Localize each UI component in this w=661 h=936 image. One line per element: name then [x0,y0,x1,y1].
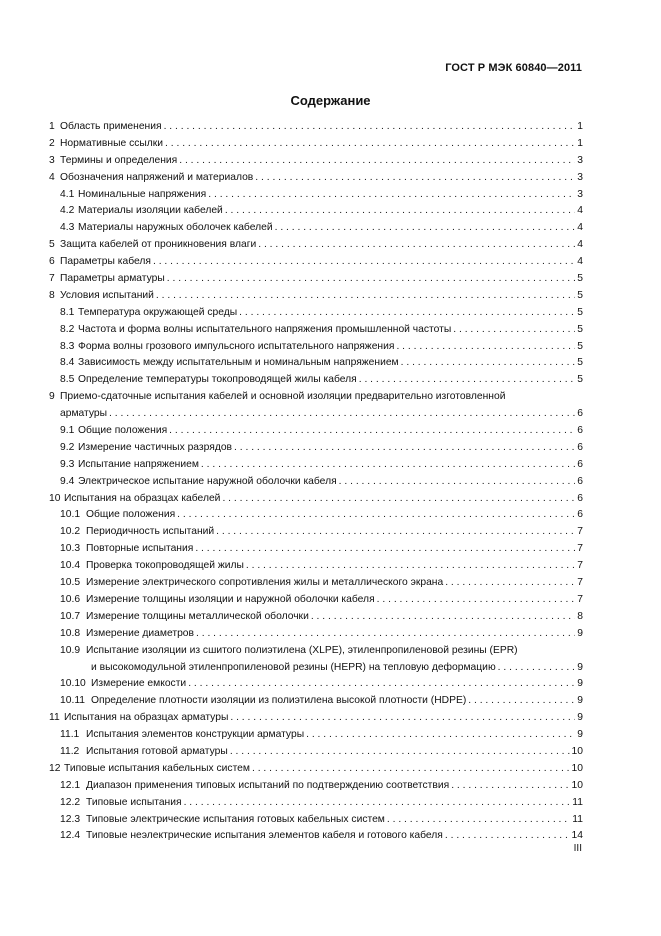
toc-entry[interactable] [49,153,583,170]
toc-entry[interactable] [49,795,583,812]
page-title: Содержание [290,93,371,108]
toc-entry-page: 5 [577,357,583,369]
toc-entry[interactable] [49,170,583,187]
toc-entry-title: Форма волны грозового импульсного испытательного напряжения [78,340,395,352]
toc-entry[interactable] [49,558,583,575]
toc-entry-title: Защита кабелей от проникновения влаги [60,239,257,251]
toc-leader-dots [468,693,575,710]
toc-entry-page: 3 [577,171,583,183]
toc-entry-number: 12.1 [60,779,81,791]
toc-entry-title: Температура окружающей среды [78,306,238,318]
toc-entry-title: Повторные испытания [86,543,194,555]
toc-entry-number: 4 [49,171,55,183]
toc-entry[interactable] [49,507,583,524]
toc-entry-title: Измерение электрического сопротивления жилы и металлического экрана [86,577,444,589]
toc-leader-dots [239,305,575,322]
toc-leader-dots [169,423,575,440]
toc-entry-page: 8 [577,610,583,622]
toc-entry-title: Зависимость между испытательным и номинальным напряжением [78,357,399,369]
toc-entry-page: 10 [571,762,583,774]
toc-entry-page: 3 [577,188,583,200]
toc-entry[interactable] [49,575,583,592]
toc-leader-dots [339,474,576,491]
toc-entry[interactable] [49,626,583,643]
toc-entry-page: 7 [577,577,583,589]
toc-leader-dots [184,795,571,812]
toc-entry-page: 6 [577,509,583,521]
toc-entry-title: Номинальные напряжения [78,188,207,200]
toc-leader-dots [451,778,569,795]
toc-entry-number: 10.8 [60,627,81,639]
toc-entry-number: 10 [49,492,61,504]
toc-leader-dots [246,558,575,575]
toc-entry-title: Определение плотности изоляции из полиэтилена высокой плотности (HDPE) [91,695,467,707]
toc-entry[interactable] [49,203,583,220]
toc-leader-dots [216,524,575,541]
toc-entry-title: Общие положения [86,509,176,521]
toc-leader-dots [396,339,575,356]
toc-leader-dots [109,406,575,423]
toc-entry-page: 6 [577,408,583,420]
toc-entry[interactable] [49,355,583,372]
toc-entry-number: 9.2 [60,441,75,453]
toc-entry-number: 10.10 [60,678,86,690]
toc-leader-dots [179,153,575,170]
toc-entry-title: Испытание напряжением [78,458,199,470]
toc-entry-title: Диапазон применения типовых испытаний по подтверждению соответствия [86,779,450,791]
toc-entry[interactable] [49,491,583,508]
toc-entry-page: 1 [577,121,583,132]
toc-entry-page: 6 [577,458,583,470]
toc-entry[interactable] [49,693,583,710]
toc-entry-page: 7 [577,560,583,572]
toc-entry[interactable] [49,389,583,423]
toc-entry-number: 2 [49,137,55,149]
toc-entry-page: 9 [577,678,583,690]
toc-entry-page: 3 [577,154,583,166]
toc-entry[interactable] [49,322,583,339]
toc-entry-title: Параметры кабеля [60,256,151,268]
toc-leader-dots [252,761,570,778]
toc-entry-number: 10.5 [60,577,81,589]
toc-entry-number: 4.2 [60,205,75,217]
toc-entry-number: 9.1 [60,425,75,437]
toc-entry[interactable] [49,761,583,778]
toc-entry[interactable] [49,609,583,626]
toc-entry-number: 8.4 [60,357,75,369]
toc-leader-dots [275,220,576,237]
toc-entry[interactable] [49,812,583,829]
toc-entry-title: Измерение толщины металлической оболочки [86,610,309,622]
toc-leader-dots [453,322,575,339]
toc-entry-page: 4 [577,239,583,251]
toc-entry-title: Испытания элементов конструкции арматуры [86,729,305,741]
toc-entry-number: 12.4 [60,830,81,842]
toc-entry[interactable] [49,254,583,271]
toc-entry[interactable] [49,828,583,845]
toc-entry-number: 8.3 [60,340,75,352]
toc-entry-title: Периодичность испытаний [86,526,215,538]
toc-entry-title: Область применения [60,121,162,132]
toc-entry[interactable] [49,744,583,761]
toc-entry[interactable] [49,339,583,356]
toc-entry-number: 9 [49,391,55,403]
toc-entry-number: 3 [49,154,55,166]
toc-entry[interactable] [49,372,583,389]
toc-entry-page: 5 [577,323,583,335]
toc-entry-number: 10.9 [60,644,81,656]
toc-entry[interactable] [49,271,583,288]
toc-entry[interactable] [49,136,583,153]
toc-entry-number: 11.1 [60,729,80,741]
toc-entry-page: 5 [577,273,583,285]
toc-leader-dots [445,828,570,845]
toc-entry-title: Проверка токопроводящей жилы [86,560,244,572]
toc-leader-dots [208,187,575,204]
toc-entry-number: 8.2 [60,323,75,335]
toc-entry-page: 9 [577,712,583,724]
toc-leader-dots [311,609,575,626]
toc-entry-number: 10.6 [60,593,81,605]
toc-entry[interactable] [49,643,583,677]
toc-leader-dots [255,170,575,187]
toc-entry[interactable] [49,457,583,474]
toc-entry-title: Измерение толщины изоляции и наружной оболочки кабеля [86,593,375,605]
toc-leader-dots [445,575,575,592]
toc-entry-number: 10.7 [60,610,81,622]
toc-leader-dots [230,710,575,727]
toc-entry-number: 12.3 [60,813,81,825]
toc-entry-number: 10.1 [60,509,81,521]
toc-entry-page: 4 [577,256,583,268]
toc-entry[interactable] [49,423,583,440]
toc-entry-number: 10.11 [60,695,86,707]
toc-entry-page: 14 [571,830,583,842]
toc-entry-page: 7 [577,543,583,555]
toc-entry-page: 11 [572,813,583,825]
toc-leader-dots [498,660,576,677]
toc-leader-dots [164,119,576,136]
toc-entry-title: Термины и определения [60,154,178,166]
toc-entry-title: Типовые неэлектрические испытания элементов кабеля и готового кабеля [86,830,443,842]
toc-leader-dots [196,626,575,643]
toc-entry-number: 9.3 [60,458,75,470]
toc-leader-dots [165,136,575,153]
toc-entry[interactable] [49,524,583,541]
toc-entry-number: 11.2 [60,745,80,757]
toc-entry-number: 9.4 [60,475,75,487]
toc-entry-page: 5 [577,289,583,301]
toc-leader-dots [306,727,575,744]
toc-leader-dots [195,541,575,558]
table-of-contents [49,119,583,845]
toc-entry[interactable] [49,288,583,305]
toc-leader-dots [156,288,575,305]
toc-entry-title: Нормативные ссылки [60,137,164,149]
toc-entry-number: 1 [49,121,55,132]
toc-entry-title: Испытания на образцах кабелей [64,492,221,504]
toc-entry-number: 6 [49,256,55,268]
toc-entry[interactable] [49,710,583,727]
toc-entry-page: 5 [577,340,583,352]
toc-entry-title: Измерение диаметров [86,627,194,639]
toc-leader-dots [359,372,576,389]
toc-entry-title-cont: арматуры [60,408,108,420]
toc-entry-title: Определение температуры токопроводящей жилы кабеля [78,374,357,386]
toc-entry[interactable] [49,727,583,744]
toc-entry[interactable] [49,440,583,457]
toc-leader-dots [234,440,575,457]
toc-entry-number: 5 [49,239,55,251]
toc-leader-dots [222,491,575,508]
toc-entry[interactable] [49,237,583,254]
toc-entry-number: 7 [49,273,55,285]
toc-entry-page: 6 [577,425,583,437]
toc-leader-dots [201,457,575,474]
toc-entry-number: 12.2 [60,796,81,808]
toc-entry-number: 4.1 [60,188,75,200]
toc-entry-number: 8.5 [60,374,75,386]
toc-entry-title: Электрическое испытание наружной оболочки кабеля [78,475,337,487]
toc-entry-page: 6 [577,475,583,487]
toc-entry-page: 4 [577,205,583,217]
toc-leader-dots [225,203,575,220]
toc-entry-title: Измерение частичных разрядов [78,441,233,453]
toc-entry[interactable] [49,187,583,204]
toc-entry[interactable] [49,778,583,795]
toc-entry-title: Обозначения напряжений и материалов [60,171,254,183]
toc-entry-number: 10.2 [60,526,81,538]
toc-entry-page: 4 [577,222,583,234]
toc-leader-dots [387,812,570,829]
toc-entry[interactable] [49,541,583,558]
toc-entry-title: Испытания готовой арматуры [86,745,228,757]
toc-entry-number: 8 [49,289,55,301]
toc-entry-number: 12 [49,762,61,774]
page-number: III [573,843,582,854]
document-header: ГОСТ Р МЭК 60840—2011 [445,62,582,74]
toc-entry[interactable] [49,474,583,491]
toc-leader-dots [377,592,576,609]
toc-entry-page: 1 [577,137,583,149]
toc-entry[interactable] [49,220,583,237]
toc-entry-number: 10.4 [60,560,81,572]
toc-entry-page: 10 [571,779,583,791]
toc-leader-dots [167,271,575,288]
toc-entry[interactable] [49,305,583,322]
toc-leader-dots [153,254,575,271]
toc-entry-page: 9 [577,695,583,707]
toc-entry-page: 9 [577,661,583,673]
toc-entry-number: 10.3 [60,543,81,555]
toc-entry-page: 5 [577,306,583,318]
toc-entry-page: 7 [577,526,583,538]
toc-leader-dots [188,676,575,693]
toc-entry[interactable] [49,676,583,693]
toc-entry-title-cont: и высокомодульной этиленпропиленовой резины (HEPR) на тепловую деформацию [91,661,496,673]
toc-entry-number: 8.1 [60,306,75,318]
toc-entry-page: 6 [577,492,583,504]
toc-entry-number: 4.3 [60,222,75,234]
toc-entry-title: Материалы наружных оболочек кабелей [78,222,273,234]
toc-entry-title: Условия испытаний [60,289,154,301]
toc-entry-page: 6 [577,441,583,453]
toc-entry-page: 11 [572,796,583,808]
toc-entry-title: Частота и форма волны испытательного напряжения промышленной частоты [78,323,452,335]
toc-entry-title: Испытания на образцах арматуры [64,712,229,724]
toc-entry-page: 9 [577,627,583,639]
toc-entry-page: 7 [577,593,583,605]
toc-entry-page: 10 [571,745,583,757]
toc-entry-title: Параметры арматуры [60,273,165,285]
toc-entry[interactable] [49,119,583,136]
toc-entry-page: 9 [577,729,583,741]
toc-entry-title: Общие положения [78,425,168,437]
toc-entry[interactable] [49,592,583,609]
toc-leader-dots [258,237,575,254]
toc-leader-dots [401,355,576,372]
toc-entry-title: Измерение емкости [91,678,187,690]
toc-leader-dots [230,744,570,761]
toc-entry-page: 5 [577,374,583,386]
toc-entry-title: Приемо-сдаточные испытания кабелей и основной изоляции предварительно изготовленной [60,391,506,403]
toc-entry-title: Испытание изоляции из сшитого полиэтилена (XLPE), этиленпропиленовой резины (EPR) [86,644,518,656]
toc-entry-title: Материалы изоляции кабелей [78,205,223,217]
toc-entry-title: Типовые электрические испытания готовых кабельных систем [86,813,385,825]
toc-entry-number: 11 [49,712,60,724]
toc-leader-dots [177,507,575,524]
toc-entry-title: Типовые испытания кабельных систем [64,762,250,774]
toc-entry-title: Типовые испытания [86,796,182,808]
